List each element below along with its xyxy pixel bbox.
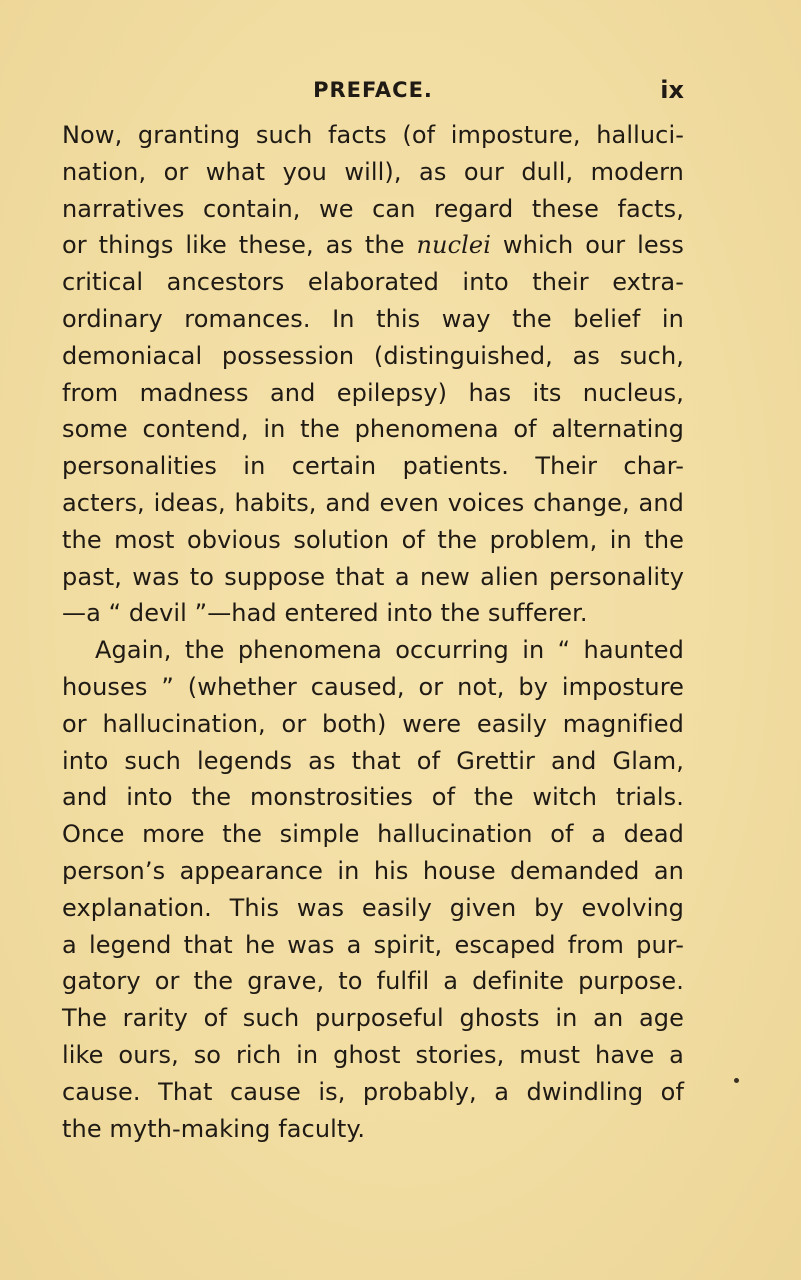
text-line-6: ordinary romances. In this way the belief in bbox=[62, 304, 684, 333]
text-line-27: cause. That cause is, probably, a dwindling of bbox=[62, 1077, 684, 1106]
text-line-26: like ours, so rich in ghost stories, must have a bbox=[62, 1040, 684, 1069]
text-line-7: demoniacal possession (distinguished, as such, bbox=[62, 341, 684, 370]
text-line-13: past, was to suppose that a new alien personality bbox=[62, 562, 684, 591]
text-line-4-prefix: or things like these, as the bbox=[62, 231, 405, 260]
text-line-18: into such legends as that of Grettir and Glam, bbox=[62, 746, 684, 775]
italic-word-nuclei: nuclei bbox=[416, 231, 491, 260]
text-line-15: Again, the phenomena occurring in “ haunted bbox=[95, 636, 684, 665]
text-line-2: nation, or what you will), as our dull, modern bbox=[62, 157, 684, 186]
text-line-20: Once more the simple hallucination of a dead bbox=[62, 820, 684, 849]
text-line-28: the myth-making faculty. bbox=[62, 1114, 366, 1143]
text-line-9: some contend, in the phenomena of alternating bbox=[62, 415, 684, 444]
text-line-4-suffix: which our less bbox=[502, 231, 685, 260]
page-number: ix bbox=[660, 76, 684, 104]
text-line-3: narratives contain, we can regard these facts, bbox=[62, 194, 684, 223]
text-line-12: the most obvious solution of the problem, in the bbox=[62, 525, 684, 554]
text-line-16: houses ” (whether caused, or not, by imposture bbox=[62, 672, 684, 701]
running-title: PREFACE. bbox=[313, 78, 433, 102]
text-line-23: a legend that he was a spirit, escaped from pur- bbox=[62, 930, 684, 959]
running-head bbox=[62, 76, 684, 104]
text-line-8: from madness and epilepsy) has its nucleus, bbox=[62, 378, 684, 407]
text-line-17: or hallucination, or both) were easily magnified bbox=[62, 709, 684, 738]
text-line-21: person’s appearance in his house demanded an bbox=[62, 856, 684, 885]
text-line-1: Now, granting such facts (of imposture, halluci- bbox=[62, 121, 684, 149]
body-text bbox=[62, 117, 684, 1147]
text-line-14: —a “ devil ”—had entered into the sufferer. bbox=[62, 599, 588, 628]
text-line-25: The rarity of such purposeful ghosts in an age bbox=[62, 1004, 684, 1033]
text-line-5: critical ancestors elaborated into their extra- bbox=[62, 268, 684, 297]
text-line-24: gatory or the grave, to fulfil a definite purpose. bbox=[62, 967, 684, 996]
text-line-19: and into the monstrosities of the witch trials. bbox=[62, 783, 684, 812]
text-line-4 bbox=[62, 227, 684, 264]
ink-speck bbox=[734, 1078, 739, 1083]
text-line-10: personalities in certain patients. Their char- bbox=[62, 452, 684, 481]
text-line-11: acters, ideas, habits, and even voices change, and bbox=[62, 488, 684, 517]
text-line-22: explanation. This was easily given by evolving bbox=[62, 893, 684, 922]
